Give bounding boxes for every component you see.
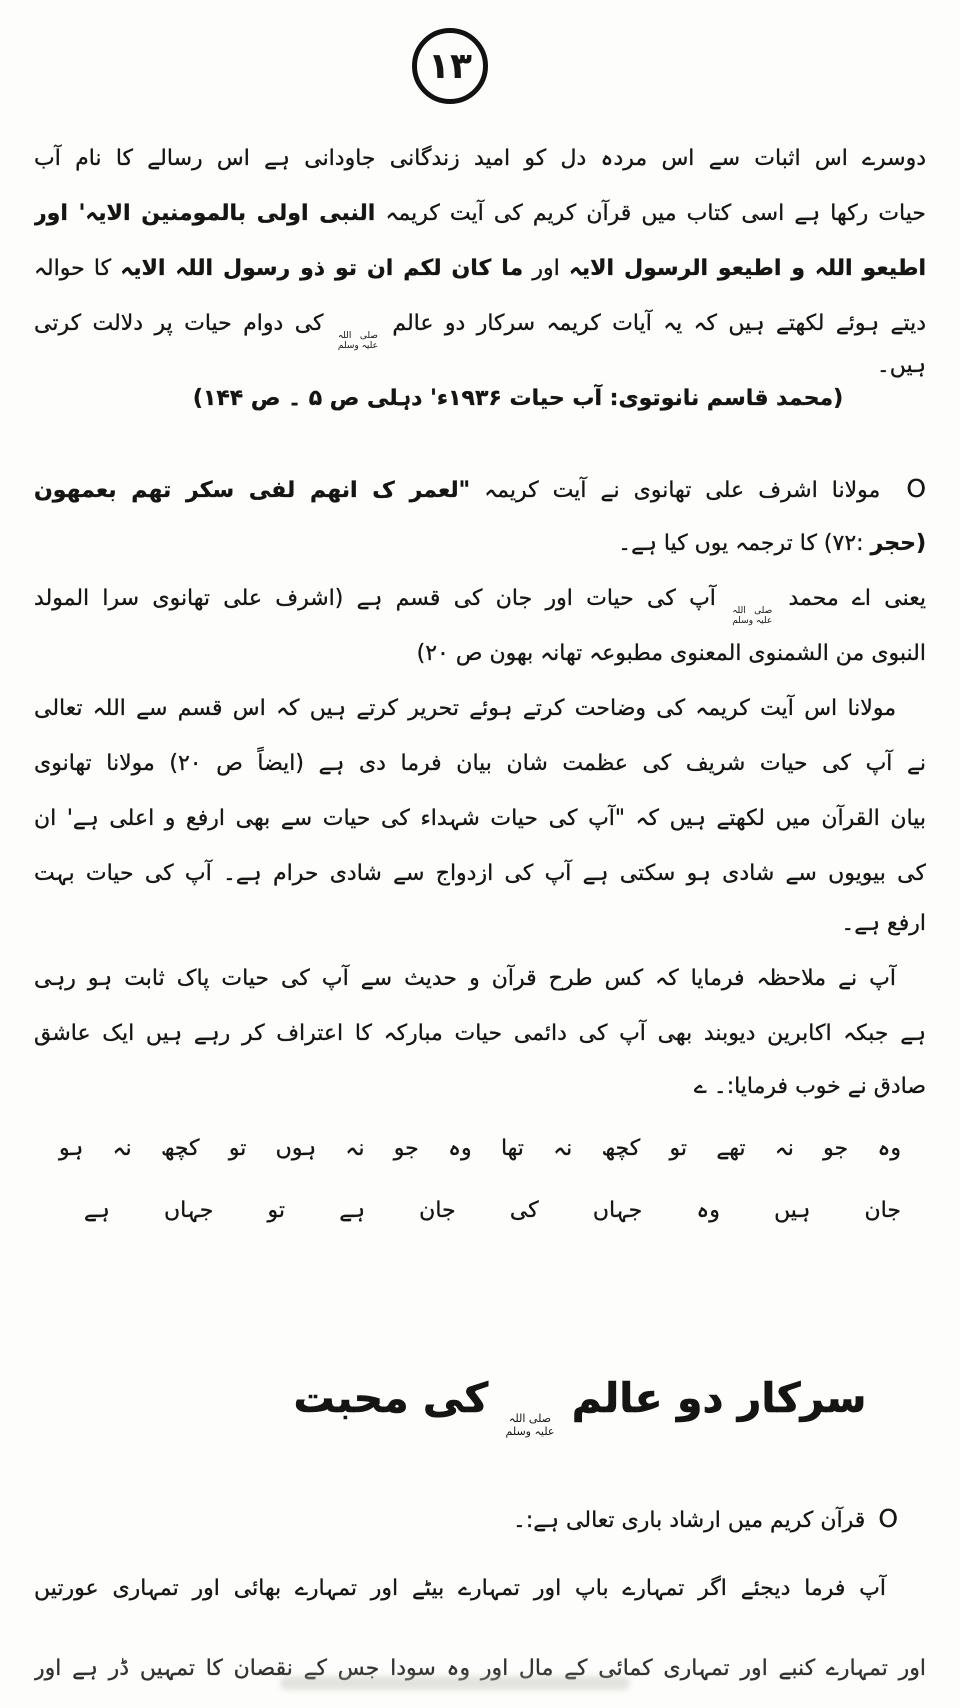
stamp-line: علیہ وسلم <box>505 1424 555 1438</box>
paragraph1-line2 <box>34 193 926 247</box>
paragraph3-line2: نے آپ کی حیات شریف کی عظمت شان بیان فرما دی ہے (ایضاً ص ۲۰) مولانا تھانوی <box>34 751 926 776</box>
paragraph1-line4 <box>34 303 926 357</box>
quran-verse-reference: ما کان لکم ان تو ذو رسول اللہ الایہ <box>120 256 524 281</box>
bullet1-line2 <box>34 523 926 577</box>
scan-smudge <box>280 1676 630 1690</box>
paragraph4-line2: ہے جبکہ اکابرین دیوبند بھی آپ کی دائمی حیات مبارکہ کا اعتراف کر رہے ہیں ایک عاشق <box>34 1021 926 1046</box>
paragraph1-line1: دوسرے اس اثبات سے اس مردہ دل کو امید زندگانی جاودانی ہے اس رسالے کا نام آب <box>34 146 926 171</box>
stamp-line: صلی اللہ <box>337 331 378 341</box>
text-run: قرآن کریم میں ارشاد باری تعالی ہے:۔ <box>512 1508 873 1533</box>
text-run: حیات رکھا ہے اسی کتاب میں قرآن کریم کی آیت کریمہ <box>375 201 926 226</box>
stamp-line: علیہ وسلم <box>337 341 378 352</box>
text-run: دیتے ہوئے لکھتے ہیں کہ یہ آیات کریمہ سرکار دو عالم <box>380 311 926 336</box>
quran-verse-quote: "لعمر ک انھم لفی سکر تھم بعمھون <box>34 478 471 503</box>
bullet1-line1 <box>34 468 926 522</box>
paragraph4-line3: صادق نے خوب فرمایا:۔ ے <box>693 1074 926 1099</box>
paragraph3-line5: ارفع ہے۔ <box>841 911 926 936</box>
text-run: یعنی اے محمد <box>775 586 926 611</box>
heading-text: سرکار دو عالم <box>557 1374 867 1422</box>
stamp-line: علیہ وسلم <box>732 616 773 627</box>
section-heading <box>34 1358 926 1450</box>
heading-text: کی محبت <box>293 1374 503 1422</box>
paragraph1-line5: ہیں۔ <box>876 353 926 378</box>
translation-line2: النبوی من الشمنوی المعنوی مطبوعہ تھانہ بھون ص ۲۰) <box>416 641 926 666</box>
text-run: :۷۲) کا ترجمہ یوں کیا ہے۔ <box>618 531 871 556</box>
text-run: آپ کی حیات اور جان کی قسم ہے (اشرف علی تھانوی سرا المولد <box>34 586 730 611</box>
paragraph4-line1: آپ نے ملاحظہ فرمایا کہ کس طرح قرآن و حدیث سے آپ کی حیات پاک ثابت ہو رہی <box>34 966 896 991</box>
quran-verse-reference: النبی اولی بالمومنین الایہ' اور <box>34 201 376 226</box>
couplet-line1: وہ جو نہ تھے تو کچھ نہ تھا وہ جو نہ ہوں تو کچھ نہ ہو <box>59 1136 901 1161</box>
bullet-marker: O <box>906 474 926 503</box>
page-number-badge <box>412 28 488 104</box>
text-run: کا حوالہ <box>34 256 121 281</box>
surah-name: (حجر <box>870 531 926 556</box>
text-run: اور <box>523 256 569 281</box>
translation-line1 <box>34 578 926 632</box>
sallallahu-alayhi-wasallam-stamp <box>732 606 772 627</box>
paragraph1-line3 <box>34 248 926 302</box>
text-run: مولانا اشرف علی تھانوی نے آیت کریمہ <box>470 478 881 503</box>
stamp-line: صلی اللہ <box>508 1412 552 1425</box>
bullet2-line <box>34 1498 926 1552</box>
couplet-line2: جان ہیں وہ جہاں کی جان ہے تو جہاں ہے <box>84 1198 901 1223</box>
text-run: کی دوام حیات پر دلالت کرتی <box>34 311 335 336</box>
paragraph3-line3: بیان القرآن میں لکھتے ہیں کہ "آپ کی حیات شہداء کی حیات سے بھی ارفع و اعلی ہے' ان <box>34 806 926 831</box>
paragraph3-line4: کی بیویوں سے شادی ہو سکتی ہے آپ کی ازدواج سے شادی حرام ہے۔ آپ کی حیات بہت <box>34 861 926 886</box>
paragraph5-line1: آپ فرما دیجئے اگر تمہارے باپ اور تمہارے بیٹے اور تمہارے بھائی اور تمہاری عورتیں <box>34 1576 886 1601</box>
paragraph3-line1: مولانا اس آیت کریمہ کی وضاحت کرتے ہوئے تحریر کرتے ہیں کہ اس قسم سے اللہ تعالی <box>34 696 896 721</box>
quran-verse-reference: اطیعو اللہ و اطیعو الرسول الایہ <box>569 256 926 281</box>
bullet-marker: O <box>878 1504 898 1533</box>
stamp-line: صلی اللہ <box>732 606 773 616</box>
sallallahu-alayhi-wasallam-stamp <box>506 1413 555 1438</box>
page-number: ۱۳ <box>428 45 472 87</box>
paragraph5-line2-cutoff: اور تمہارے کنبے اور تمہاری کمائی کے مال اور وہ سودا جس کے نقصان کا تمہیں ڈر ہے اور <box>34 1656 926 1681</box>
sallallahu-alayhi-wasallam-stamp <box>338 331 378 352</box>
source-citation: (محمد قاسم نانوتوی: آب حیات ۱۹۳۶ء' دہلی ص ۵ ۔ ص ۱۴۴) <box>192 386 844 411</box>
